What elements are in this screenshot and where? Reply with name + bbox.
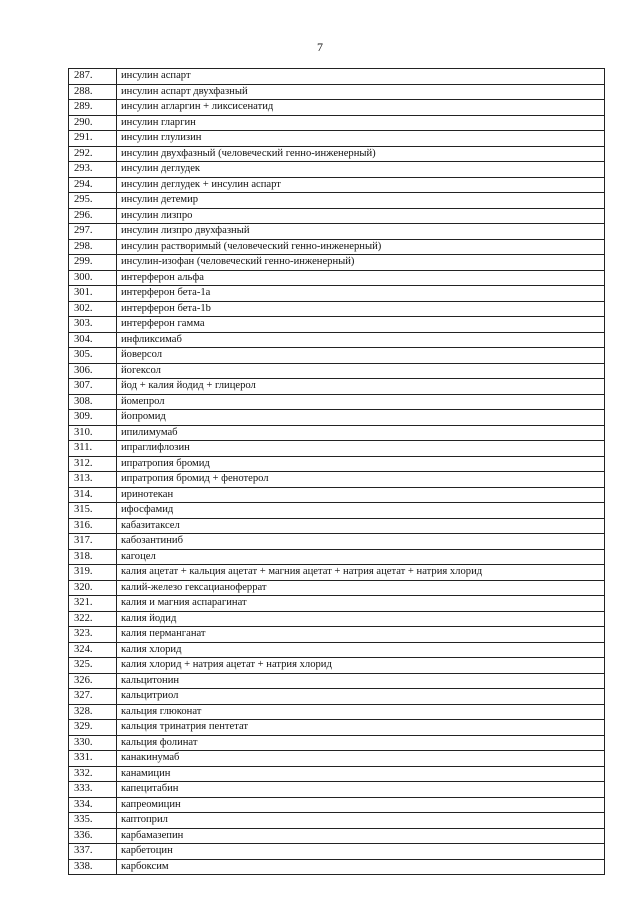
row-number-cell: 294. <box>69 177 117 193</box>
row-number-cell: 296. <box>69 208 117 224</box>
table-row <box>69 704 605 720</box>
row-number-cell: 333. <box>69 782 117 798</box>
drug-name-cell: калия ацетат + кальция ацетат + магния ацетат + натрия ацетат + натрия хлорид <box>117 565 605 581</box>
row-number-cell: 298. <box>69 239 117 255</box>
row-number-cell: 315. <box>69 503 117 519</box>
row-number-cell: 307. <box>69 379 117 395</box>
row-number-cell: 313. <box>69 472 117 488</box>
row-number-cell: 337. <box>69 844 117 860</box>
table-row <box>69 720 605 736</box>
row-number-cell: 302. <box>69 301 117 317</box>
table-row <box>69 518 605 534</box>
table-row <box>69 286 605 302</box>
row-number-cell: 323. <box>69 627 117 643</box>
table-row <box>69 658 605 674</box>
drug-name-cell: калия хлорид + натрия ацетат + натрия хлорид <box>117 658 605 674</box>
drug-name-cell: инсулин детемир <box>117 193 605 209</box>
table-row <box>69 751 605 767</box>
table-row <box>69 208 605 224</box>
table-row <box>69 115 605 131</box>
row-number-cell: 328. <box>69 704 117 720</box>
drug-name-cell: инсулин гларгин <box>117 115 605 131</box>
drug-name-cell: ифосфамид <box>117 503 605 519</box>
drug-name-cell: инсулин лизпро двухфазный <box>117 224 605 240</box>
row-number-cell: 301. <box>69 286 117 302</box>
table-row <box>69 410 605 426</box>
row-number-cell: 300. <box>69 270 117 286</box>
table-row <box>69 844 605 860</box>
row-number-cell: 306. <box>69 363 117 379</box>
table-row <box>69 441 605 457</box>
table-body <box>69 69 605 875</box>
drug-name-cell: кальцитриол <box>117 689 605 705</box>
table-row <box>69 193 605 209</box>
table-row <box>69 859 605 875</box>
table-row <box>69 503 605 519</box>
row-number-cell: 311. <box>69 441 117 457</box>
row-number-cell: 314. <box>69 487 117 503</box>
drug-name-cell: йомепрол <box>117 394 605 410</box>
drug-name-cell: инсулин деглудек + инсулин аспарт <box>117 177 605 193</box>
table-row <box>69 611 605 627</box>
row-number-cell: 327. <box>69 689 117 705</box>
drug-name-cell: калия йодид <box>117 611 605 627</box>
drug-name-cell: ипратропия бромид + фенотерол <box>117 472 605 488</box>
drug-name-cell: кальция глюконат <box>117 704 605 720</box>
row-number-cell: 288. <box>69 84 117 100</box>
table-row <box>69 162 605 178</box>
table-row <box>69 580 605 596</box>
table-row <box>69 239 605 255</box>
drug-name-cell: канакинумаб <box>117 751 605 767</box>
table-row <box>69 255 605 271</box>
drug-name-cell: йогексол <box>117 363 605 379</box>
table-row <box>69 472 605 488</box>
table-row <box>69 534 605 550</box>
drug-name-cell: инсулин-изофан (человеческий генно-инженерный) <box>117 255 605 271</box>
drug-name-cell: ипилимумаб <box>117 425 605 441</box>
row-number-cell: 293. <box>69 162 117 178</box>
table-row <box>69 363 605 379</box>
drug-name-cell: инсулин деглудек <box>117 162 605 178</box>
table-row <box>69 379 605 395</box>
row-number-cell: 329. <box>69 720 117 736</box>
row-number-cell: 309. <box>69 410 117 426</box>
table-row <box>69 565 605 581</box>
row-number-cell: 330. <box>69 735 117 751</box>
drug-name-cell: йопромид <box>117 410 605 426</box>
drug-name-cell: инсулин агларгин + ликсисенатид <box>117 100 605 116</box>
drug-name-cell: йоверсол <box>117 348 605 364</box>
row-number-cell: 312. <box>69 456 117 472</box>
row-number-cell: 295. <box>69 193 117 209</box>
drug-table <box>68 68 605 875</box>
row-number-cell: 304. <box>69 332 117 348</box>
row-number-cell: 289. <box>69 100 117 116</box>
row-number-cell: 287. <box>69 69 117 85</box>
table-row <box>69 100 605 116</box>
row-number-cell: 324. <box>69 642 117 658</box>
row-number-cell: 303. <box>69 317 117 333</box>
drug-name-cell: интерферон альфа <box>117 270 605 286</box>
row-number-cell: 317. <box>69 534 117 550</box>
table-row <box>69 131 605 147</box>
drug-name-cell: интерферон бета-1b <box>117 301 605 317</box>
row-number-cell: 334. <box>69 797 117 813</box>
drug-name-cell: инсулин глулизин <box>117 131 605 147</box>
drug-name-cell: кабазитаксел <box>117 518 605 534</box>
row-number-cell: 336. <box>69 828 117 844</box>
table-row <box>69 549 605 565</box>
table-row <box>69 224 605 240</box>
drug-name-cell: йод + калия йодид + глицерол <box>117 379 605 395</box>
row-number-cell: 338. <box>69 859 117 875</box>
drug-name-cell: карбоксим <box>117 859 605 875</box>
table-row <box>69 84 605 100</box>
row-number-cell: 292. <box>69 146 117 162</box>
table-row <box>69 317 605 333</box>
table-row <box>69 301 605 317</box>
drug-name-cell: инсулин аспарт двухфазный <box>117 84 605 100</box>
drug-name-cell: кальция тринатрия пентетат <box>117 720 605 736</box>
table-row <box>69 177 605 193</box>
row-number-cell: 320. <box>69 580 117 596</box>
drug-name-cell: капецитабин <box>117 782 605 798</box>
drug-name-cell: капреомицин <box>117 797 605 813</box>
drug-name-cell: иринотекан <box>117 487 605 503</box>
drug-name-cell: инфликсимаб <box>117 332 605 348</box>
drug-name-cell: ипраглифлозин <box>117 441 605 457</box>
row-number-cell: 308. <box>69 394 117 410</box>
drug-name-cell: калия и магния аспарагинат <box>117 596 605 612</box>
table-row <box>69 673 605 689</box>
row-number-cell: 299. <box>69 255 117 271</box>
table-row <box>69 828 605 844</box>
drug-name-cell: карбетоцин <box>117 844 605 860</box>
drug-name-cell: каптоприл <box>117 813 605 829</box>
table-row <box>69 348 605 364</box>
drug-name-cell: калий-железо гексацианоферрат <box>117 580 605 596</box>
row-number-cell: 318. <box>69 549 117 565</box>
row-number-cell: 310. <box>69 425 117 441</box>
row-number-cell: 321. <box>69 596 117 612</box>
drug-name-cell: инсулин аспарт <box>117 69 605 85</box>
drug-name-cell: ипратропия бромид <box>117 456 605 472</box>
row-number-cell: 305. <box>69 348 117 364</box>
row-number-cell: 322. <box>69 611 117 627</box>
table-row <box>69 425 605 441</box>
table-row <box>69 689 605 705</box>
drug-name-cell: карбамазепин <box>117 828 605 844</box>
table-row <box>69 69 605 85</box>
table-row <box>69 782 605 798</box>
table-row <box>69 394 605 410</box>
drug-name-cell: калия перманганат <box>117 627 605 643</box>
row-number-cell: 316. <box>69 518 117 534</box>
table-row <box>69 813 605 829</box>
table-row <box>69 487 605 503</box>
drug-name-cell: кальция фолинат <box>117 735 605 751</box>
row-number-cell: 297. <box>69 224 117 240</box>
row-number-cell: 290. <box>69 115 117 131</box>
table-row <box>69 766 605 782</box>
drug-name-cell: интерферон бета-1а <box>117 286 605 302</box>
table-row <box>69 735 605 751</box>
drug-name-cell: интерферон гамма <box>117 317 605 333</box>
table-row <box>69 642 605 658</box>
table-row <box>69 332 605 348</box>
table-row <box>69 596 605 612</box>
row-number-cell: 331. <box>69 751 117 767</box>
table-row <box>69 146 605 162</box>
drug-name-cell: кагоцел <box>117 549 605 565</box>
drug-name-cell: кальцитонин <box>117 673 605 689</box>
drug-name-cell: канамицин <box>117 766 605 782</box>
row-number-cell: 332. <box>69 766 117 782</box>
row-number-cell: 325. <box>69 658 117 674</box>
drug-name-cell: кабозантиниб <box>117 534 605 550</box>
row-number-cell: 319. <box>69 565 117 581</box>
drug-name-cell: инсулин растворимый (человеческий генно-инженерный) <box>117 239 605 255</box>
table-row <box>69 797 605 813</box>
row-number-cell: 326. <box>69 673 117 689</box>
drug-name-cell: калия хлорид <box>117 642 605 658</box>
row-number-cell: 335. <box>69 813 117 829</box>
table-row <box>69 270 605 286</box>
table-row <box>69 627 605 643</box>
drug-name-cell: инсулин лизпро <box>117 208 605 224</box>
row-number-cell: 291. <box>69 131 117 147</box>
table-row <box>69 456 605 472</box>
page-number: 7 <box>317 40 323 54</box>
drug-name-cell: инсулин двухфазный (человеческий генно-инженерный) <box>117 146 605 162</box>
